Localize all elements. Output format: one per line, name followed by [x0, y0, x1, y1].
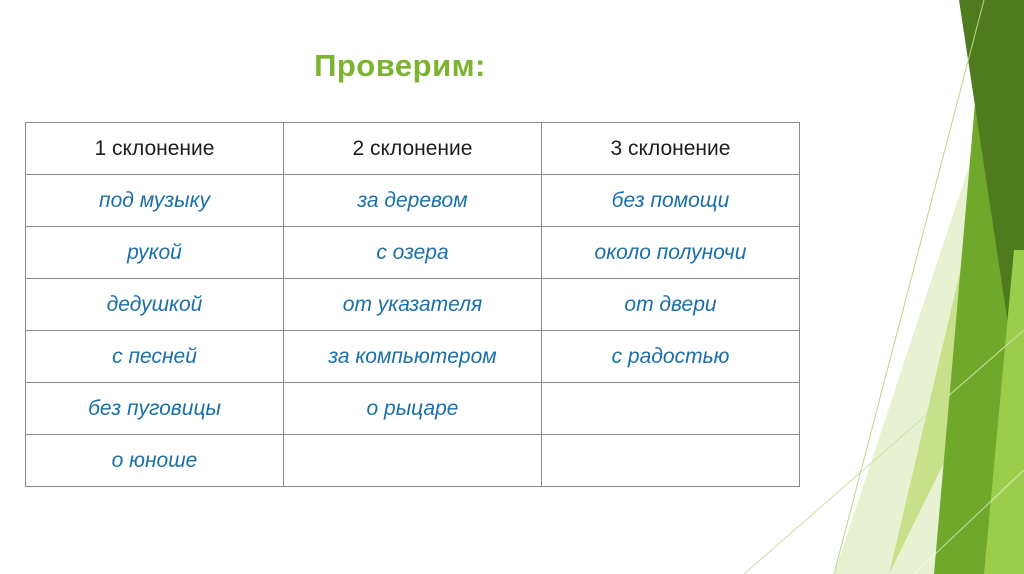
table-cell-empty: [284, 435, 542, 487]
table-row: [26, 331, 800, 383]
column-header-3: 3 склонение: [542, 123, 800, 175]
table-cell: за компьютером: [284, 331, 542, 383]
table-row: [26, 435, 800, 487]
table-row: [26, 227, 800, 279]
table-row: [26, 279, 800, 331]
table-cell: с песней: [26, 331, 284, 383]
page-title: Проверим:: [314, 48, 486, 83]
table-cell: о рыцаре: [284, 383, 542, 435]
table-row: [26, 175, 800, 227]
table-cell: за деревом: [284, 175, 542, 227]
table-row: [26, 383, 800, 435]
table-cell: без помощи: [542, 175, 800, 227]
table-cell: рукой: [26, 227, 284, 279]
column-header-1: 1 склонение: [26, 123, 284, 175]
table-cell: о юноше: [26, 435, 284, 487]
table-cell: от двери: [542, 279, 800, 331]
table-cell: дедушкой: [26, 279, 284, 331]
table-cell: без пуговицы: [26, 383, 284, 435]
table-cell: от указателя: [284, 279, 542, 331]
declension-table: [25, 122, 800, 487]
table-cell-empty: [542, 383, 800, 435]
declension-table-container: [25, 122, 800, 487]
table-cell: с радостью: [542, 331, 800, 383]
table-cell: около полуночи: [542, 227, 800, 279]
table-cell: под музыку: [26, 175, 284, 227]
table-cell-empty: [542, 435, 800, 487]
column-header-2: 2 склонение: [284, 123, 542, 175]
table-cell: с озера: [284, 227, 542, 279]
table-header-row: [26, 123, 800, 175]
